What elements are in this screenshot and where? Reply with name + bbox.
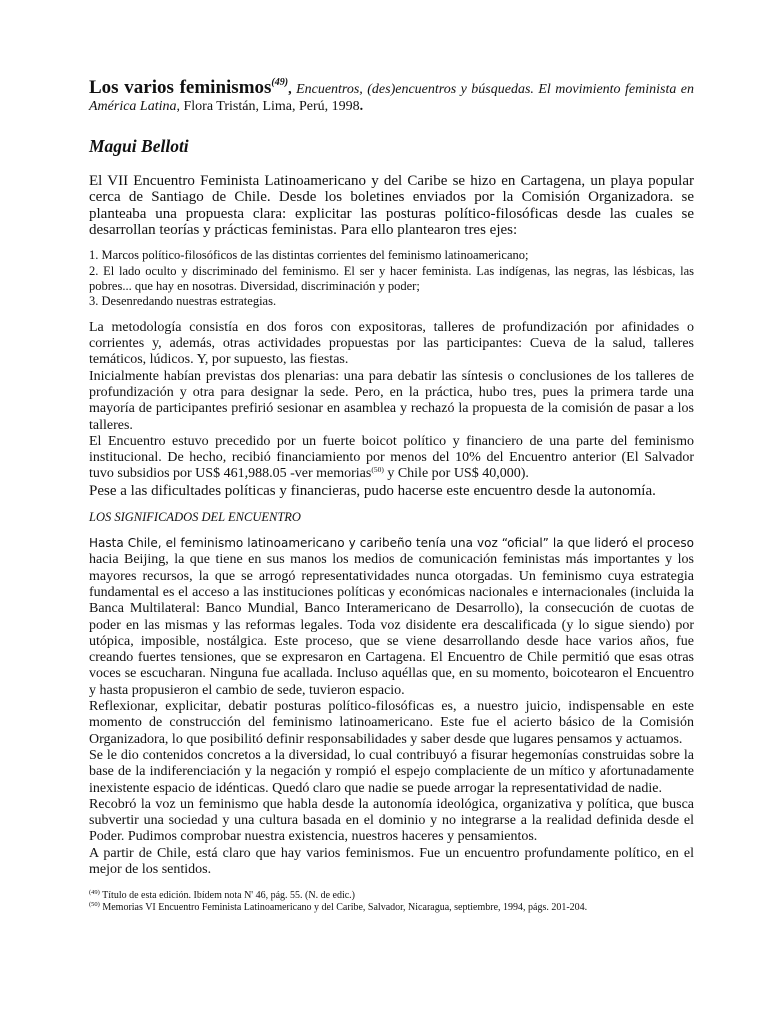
boycott-paragraph <box>89 434 694 483</box>
footnotes <box>89 890 694 914</box>
author-name: Magui Belloti <box>89 136 189 156</box>
footnote-49-text: Título de esta edición. Ibídem nota N' 46, pág. 55. (N. de edic.) <box>99 890 356 902</box>
plenary-paragraph: Inicialmente habían previstas dos plenarias: una para debatir las síntesis o conclusiones de los talleres de profundización y otra para designar la sede. Pero, en la práctica, hubo tres, pues la primera tarde una mayoría de participantes prefirió sesionar en asamblea y rechazó la propuesta de la comisión de pasar a los talleres. <box>89 368 694 433</box>
intro-paragraph: El VII Encuentro Feminista Latinoamericano y del Caribe se hizo en Cartagena, un playa popular cerca de Santiago de Chile. Desde los boletines enviados por la Comisión Organizadora. se planteaba una propuesta clara: explicitar las posturas político-filosóficas desde las cuales se desarrollan teorías y prácticas feministas. Para ello plantearon tres ejes: <box>89 173 694 238</box>
boycott-text-before: El Encuentro estuvo precedido por un fuerte boicot político y financiero de una parte del feminismo institucional. De hecho, recibió financiamiento por menos del 10% del Encuentro anterior (El Salvador tuvo subsidios por US$ 461,988.05 -ver memorias <box>89 433 694 482</box>
significados-paragraph <box>89 535 694 699</box>
autonomy-paragraph: Pese a las dificultades políticas y financieras, pudo hacerse este encuentro desde la autonomía. <box>89 482 656 499</box>
boycott-footnote-ref[interactable]: (50) <box>371 465 384 475</box>
axis-item-2: 2. El lado oculto y discriminado del feminismo. El ser y hacer feminista. Las indígenas, las negras, las lésbicas, las pobres... que hay en nosotras. Diversidad, discriminación y poder; <box>89 263 694 293</box>
footnote-50-text: Memorias VI Encuentro Feminista Latinoamericano y del Caribe, Salvador, Nicaragua, septiembre, 1994, págs. 201-204. <box>99 902 588 914</box>
axis-item-1: 1. Marcos político-filosóficos de las distintas corrientes del feminismo latinoamericano; <box>89 248 529 263</box>
heading-subtitle: Encuentros, (des)encuentros y búsquedas. El movimiento feminista en América Latina <box>89 82 695 114</box>
autonomy-voice-paragraph: Recobró la voz un feminismo que habla desde la autonomía ideológica, organizativa y política, que busca subvertir una sociedad y una cultura basada en el dominio y no integrarse a la realidad definida desde el Poder. Pudimos comprobar nuestra existencia, nuestros haceres y pensamientos. <box>89 796 694 845</box>
method-paragraph: La metodología consistía en dos foros con expositoras, talleres de profundización por afinidades o corrientes y, además, otras actividades propuestas por las participantes: Cueva de la salud, talleres temáticos, lúdicos. Y, por supuesto, las fiestas. <box>89 319 694 368</box>
conclusion-paragraph: A partir de Chile, está claro que hay varios feminismos. Fue un encuentro profundamente político, en el mejor de los sentidos. <box>89 845 694 878</box>
footnote-50 <box>89 902 694 914</box>
document-heading <box>89 77 695 115</box>
heading-end-period: . <box>359 98 364 114</box>
footnote-49-mark: (49) <box>89 889 100 897</box>
footnote-49 <box>89 890 694 902</box>
boycott-text-after: y Chile por US$ 40,000). <box>383 466 529 482</box>
heading-comma: , <box>288 82 292 97</box>
diversity-paragraph: Se le dio contenidos concretos a la diversidad, lo cual contribuyó a fisurar hegemonías construidas sobre la base de la indiferenciación y la negación y rompió el espejo complaciente de un mítico y afortunadamente inexistente espacio de idénticas. Quedó claro que nadie se puede arrogar la representatividad de nadie. <box>89 747 694 796</box>
significados-first-line: Hasta Chile, el feminismo latinoamericano y caribeño tenía una voz “oficial” la que lideró el proceso <box>89 536 694 551</box>
axes-list <box>89 248 694 310</box>
section-title: LOS SIGNIFICADOS DEL ENCUENTRO <box>89 510 301 525</box>
footnote-50-mark: (50) <box>89 901 100 909</box>
heading-footnote-mark[interactable]: (49) <box>271 77 289 88</box>
heading-title: Los varios feminismos <box>89 77 272 98</box>
heading-publisher: , Flora Tristán, Lima, Perú, 1998 <box>176 98 360 114</box>
reflection-paragraph: Reflexionar, explicitar, debatir posturas político-filosóficas es, a nuestro juicio, indispensable en este momento de construcción del feminismo latinoamericano. Este fue el acierto básico de la Comisión Organizadora, lo que posibilitó definir responsabilidades y saber desde que lugares pensamos y actuamos. <box>89 699 694 747</box>
significados-rest: hacia Beijing, la que tiene en sus manos los medios de comunicación feministas más importantes y los mayores recursos, la que se arrogó representatividades nunca otorgadas. Un feminismo cuya estrategia fundamental es el acceso a las instituciones políticas y económicas nacionales e internacionales (incluida la Banca Multilateral: Banco Mundial, Banco Interamericano de Desarrollo), la consecución de cuotas de poder en las mismas y las reformas legales. Toda voz disidente era descalificada (y lo sigue siendo) por utópica, imposible, nostálgica. Este proceso, que se viene desarrollando desde hace varios años, fue creando fuertes tensiones, que se expresaron en Cartagena. El Encuentro de Chile permitió que esas otras voces se escucharan. Ninguna fue acallada. Incluso aquéllas que, en su momento, boicotearon el Encuentro y hasta propusieron el cambio de sede, tuvieron espacio. <box>89 552 694 698</box>
axis-item-3: 3. Desenredando nuestras estrategias. <box>89 294 277 309</box>
